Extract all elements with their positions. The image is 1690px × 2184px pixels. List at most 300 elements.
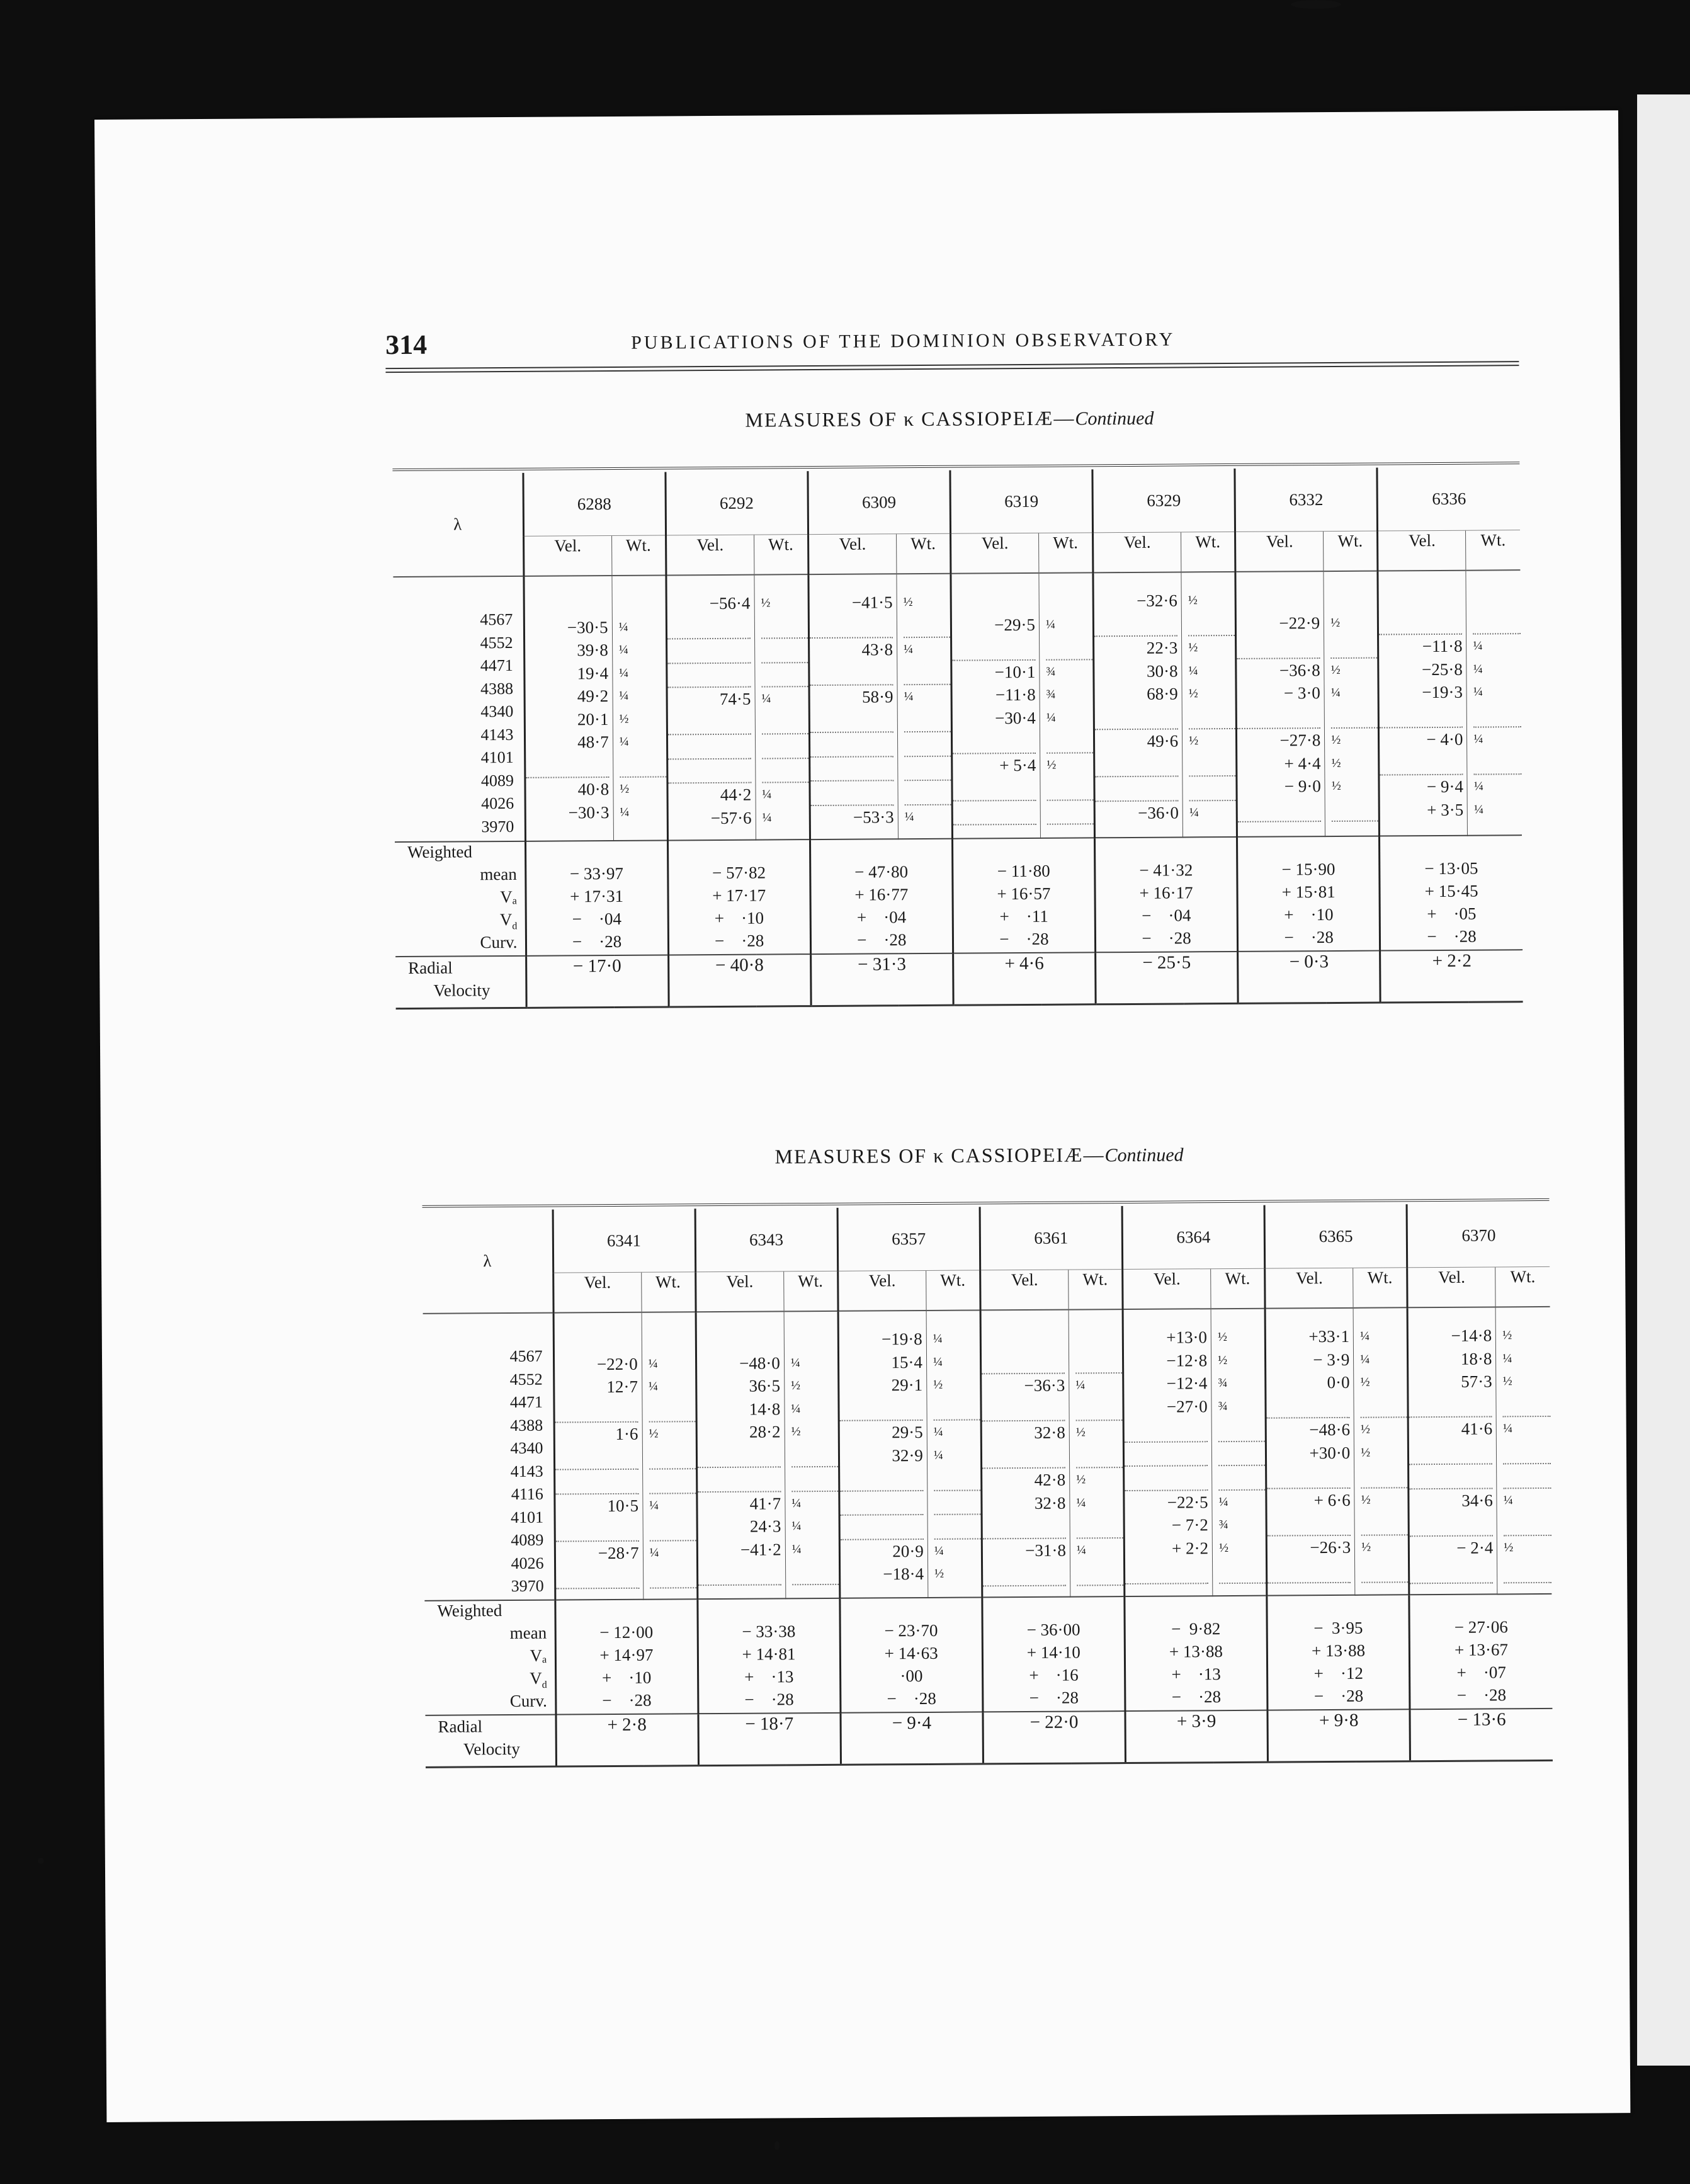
- velocity-value: 68·9: [1147, 684, 1178, 703]
- curv-value: − ·28: [1456, 1685, 1507, 1705]
- vel-column: [1265, 1308, 1355, 1595]
- weight-value: [620, 753, 666, 778]
- velocity-value: + 4·4: [1284, 753, 1321, 773]
- plate-number: 6336: [1377, 467, 1520, 531]
- velocity-value: [840, 1491, 923, 1516]
- summary-values: [555, 1599, 698, 1714]
- vel-header: Vel.: [695, 1271, 784, 1312]
- mean-value: − 13·05: [1424, 858, 1478, 879]
- velocity-value: [1409, 1393, 1492, 1418]
- velocity-value: − 3·9: [1313, 1350, 1350, 1369]
- weight-value: ½: [1218, 1540, 1229, 1555]
- radial-velocity-value: − 17·0: [526, 955, 669, 1008]
- weighted-summary-row: [424, 1593, 1552, 1715]
- weight-value: [791, 1328, 837, 1351]
- velocity-value: [810, 661, 893, 686]
- wavelength: 4552: [480, 633, 513, 652]
- summary-values: [1095, 837, 1238, 952]
- summary-values: [840, 1597, 983, 1712]
- weight-value: [904, 732, 951, 757]
- weight-value: ¼: [791, 1401, 801, 1416]
- weight-value: [1077, 1561, 1123, 1586]
- summary-spacer: [1238, 837, 1378, 860]
- weight-value: [1473, 610, 1521, 635]
- wt-column: [1211, 1309, 1267, 1596]
- weight-value: [1219, 1559, 1266, 1584]
- velocity-value: −19·3: [1422, 682, 1463, 702]
- curv-value: − ·28: [1313, 1686, 1364, 1705]
- weighted-summary-row: [395, 835, 1523, 957]
- weight-value: ½: [1361, 1445, 1371, 1460]
- velocity-value: 20·9: [892, 1541, 924, 1561]
- weight-value: [904, 781, 951, 805]
- weight-value: ½: [1075, 1425, 1086, 1440]
- vel-column: [1407, 1307, 1497, 1594]
- velocity-value: 32·8: [1034, 1493, 1066, 1513]
- velocity-value: [1237, 705, 1320, 729]
- weight-value: [650, 1564, 696, 1588]
- velocity-value: −29·5: [994, 615, 1036, 634]
- summary-labels: [424, 1600, 555, 1715]
- plate-number: 6364: [1122, 1205, 1265, 1270]
- vd-value: ·00: [900, 1666, 923, 1685]
- weight-value: [1046, 729, 1093, 753]
- velocity-value: 20·1: [577, 709, 609, 729]
- weight-value: [1189, 705, 1235, 729]
- velocity-value: −30·5: [567, 617, 608, 637]
- velocity-value: [1409, 1440, 1492, 1465]
- weight-value: [1361, 1464, 1407, 1488]
- vd-value: + ·13: [1171, 1664, 1221, 1684]
- weight-value: ¼: [1503, 1421, 1513, 1436]
- velocity-value: [953, 776, 1036, 801]
- velocity-value: [667, 615, 750, 639]
- weight-value: ¼: [1188, 663, 1198, 678]
- weight-value: ½: [934, 1566, 944, 1581]
- velocity-value: −41·2: [740, 1539, 781, 1559]
- velocity-value: [951, 590, 1035, 613]
- velocity-value: [840, 1467, 923, 1491]
- page-header: [385, 322, 1519, 373]
- wavelength: 4026: [511, 1554, 544, 1573]
- vel-column: [696, 1311, 786, 1598]
- weight-value: ½: [1504, 1540, 1514, 1554]
- velocity-value: [810, 757, 893, 782]
- mean-value: − 3·95: [1313, 1618, 1363, 1637]
- summary-values: [1125, 1595, 1268, 1710]
- velocity-value: [667, 639, 751, 664]
- weight-value: [649, 1398, 695, 1423]
- velocity-value: [556, 1564, 639, 1589]
- vel-column: [553, 1312, 644, 1600]
- weight-value: [791, 1467, 838, 1492]
- velocity-value: + 6·6: [1313, 1490, 1351, 1510]
- summary-spacer: [698, 1598, 839, 1622]
- velocity-value: −28·7: [598, 1543, 639, 1562]
- weight-value: ¼: [1075, 1378, 1086, 1392]
- va-value: + 13·67: [1454, 1639, 1509, 1659]
- velocity-value: −22·9: [1279, 613, 1320, 633]
- wavelength: 4567: [480, 610, 513, 629]
- weight-value: ¼: [1503, 1493, 1513, 1507]
- weight-value: [1332, 797, 1378, 822]
- wavelength: 4471: [480, 656, 513, 675]
- velocity-value: 36·5: [749, 1376, 781, 1396]
- vel-header: Vel.: [808, 534, 897, 574]
- vel-header: Vel.: [1235, 532, 1324, 572]
- wavelength: 4101: [510, 1508, 544, 1527]
- curv-value: − ·28: [1029, 1688, 1079, 1707]
- wavelength: 4026: [481, 793, 514, 813]
- velocity-value: [840, 1515, 923, 1540]
- velocity-value: [953, 729, 1036, 754]
- velocity-value: 40·8: [577, 780, 610, 799]
- velocity-value: [698, 1561, 781, 1585]
- weight-value: [933, 1396, 980, 1421]
- weight-value: ½: [1331, 732, 1341, 748]
- weight-value: ½: [1360, 1422, 1371, 1436]
- mean-value: − 23·70: [884, 1620, 938, 1640]
- weight-value: ¼: [791, 1496, 802, 1510]
- wt-header: Wt.: [1069, 1270, 1123, 1310]
- velocity-value: [555, 1445, 638, 1470]
- vd-value: + ·04: [856, 907, 907, 927]
- weight-value: [1330, 634, 1377, 659]
- summary-spacer: [841, 1598, 981, 1621]
- wt-column: [612, 575, 668, 841]
- weight-value: [1473, 587, 1521, 610]
- velocity-value: 1·6: [615, 1424, 638, 1443]
- va-value: + 16·57: [997, 884, 1051, 904]
- wt-header: Wt.: [1181, 532, 1235, 572]
- weight-value: [934, 1466, 980, 1491]
- weight-value: [792, 1561, 839, 1585]
- velocity-value: 48·7: [577, 732, 609, 752]
- scan-speck: [38, 1858, 44, 1864]
- curv-value: − ·28: [887, 1688, 936, 1708]
- wt-header: Wt.: [1324, 531, 1378, 571]
- weight-value: ½: [933, 1377, 943, 1392]
- velocity-value: − 2·4: [1456, 1537, 1494, 1557]
- wt-header: Wt.: [754, 535, 808, 575]
- velocity-value: 29·1: [891, 1375, 923, 1395]
- weighted-label: Weighted: [437, 1600, 502, 1620]
- weight-value: [618, 592, 665, 615]
- summary-spacer: [526, 841, 667, 864]
- weight-value: ¾: [1218, 1399, 1228, 1413]
- velocity-value: −14·8: [1451, 1326, 1492, 1345]
- measures-table-1: [392, 467, 1519, 1000]
- velocity-value: +30·0: [1309, 1443, 1351, 1462]
- velocity-value: −12·4: [1166, 1374, 1208, 1393]
- summary-spacer: [1125, 1596, 1266, 1619]
- va-value: + 15·81: [1281, 882, 1336, 902]
- weight-value: [1503, 1392, 1551, 1417]
- velocity-value: 42·8: [1034, 1470, 1066, 1489]
- mean-label: mean: [480, 864, 517, 884]
- radial-velocity-row: [395, 950, 1523, 1008]
- weight-value: ¼: [1218, 1494, 1228, 1509]
- weight-value: ¼: [618, 666, 629, 680]
- curv-value: − ·28: [572, 931, 622, 952]
- wt-header: Wt.: [896, 533, 950, 574]
- vel-header: Vel.: [980, 1270, 1069, 1310]
- velocity-value: 12·7: [606, 1377, 638, 1397]
- weight-value: ¼: [791, 1519, 802, 1533]
- velocity-value: −36·3: [1024, 1375, 1065, 1396]
- weight-value: [762, 759, 808, 783]
- vd-value: + ·13: [744, 1666, 794, 1686]
- plate-number: 6341: [553, 1209, 696, 1273]
- weight-value: ½: [1188, 593, 1198, 608]
- weight-value: [1331, 704, 1378, 729]
- weight-value: ½: [903, 595, 913, 610]
- velocity-label: Velocity: [463, 1739, 520, 1758]
- weight-value: ½: [619, 712, 629, 726]
- vel-header: Vel.: [1093, 532, 1182, 572]
- vd-value: + ·10: [602, 1668, 652, 1687]
- wt-header: Wt.: [1495, 1266, 1550, 1307]
- radial-velocity-value: − 31·3: [810, 953, 953, 1006]
- wt-column: [754, 574, 810, 840]
- weight-value: ¼: [933, 1448, 943, 1462]
- weight-value: ½: [649, 1426, 659, 1441]
- wt-column: [1324, 571, 1380, 837]
- vd-value: − ·04: [1142, 906, 1191, 925]
- velocity-value: [839, 1397, 922, 1421]
- plate-number: 6357: [837, 1207, 980, 1271]
- velocity-value: [526, 754, 609, 778]
- weight-value: ¼: [620, 805, 630, 819]
- weight-value: ¼: [619, 734, 629, 749]
- weight-value: [1218, 1442, 1265, 1466]
- weight-value: [762, 734, 808, 759]
- mean-value: − 27·06: [1454, 1617, 1508, 1637]
- velocity-value: [1379, 588, 1462, 611]
- velocity-value: [1268, 1559, 1351, 1583]
- velocity-value: − 9·0: [1284, 776, 1321, 796]
- weight-value: [1218, 1466, 1265, 1491]
- velocity-value: [1125, 1466, 1208, 1491]
- velocity-value: 49·2: [577, 686, 609, 706]
- velocity-value: [555, 1470, 638, 1494]
- weight-value: ¼: [933, 1355, 943, 1369]
- velocity-value: −48·0: [739, 1353, 780, 1373]
- velocity-value: −30·3: [568, 802, 610, 822]
- velocity-value: [1380, 703, 1463, 728]
- weight-value: ½: [1188, 686, 1198, 701]
- vel-column: [808, 574, 899, 839]
- velocity-value: − 9·4: [1426, 776, 1464, 797]
- vel-column: [523, 576, 613, 841]
- weight-value: [1046, 776, 1093, 800]
- weight-value: ¼: [1189, 805, 1199, 819]
- mean-value: − 33·38: [742, 1621, 796, 1641]
- wavelength: 4388: [510, 1416, 543, 1435]
- radial-velocity-value: − 25·5: [1096, 952, 1239, 1004]
- weight-value: [1047, 800, 1094, 825]
- weight-value: [1474, 751, 1522, 775]
- weight-value: ¼: [761, 691, 771, 706]
- wavelength: 4340: [510, 1438, 543, 1458]
- radial-velocity-value: − 18·7: [698, 1712, 841, 1765]
- weight-value: ¼: [1045, 617, 1056, 632]
- weight-value: ¼: [933, 1425, 943, 1439]
- weight-value: [791, 1443, 838, 1467]
- weight-value: [1075, 1397, 1122, 1421]
- mean-value: − 12·00: [599, 1622, 654, 1642]
- weight-value: ¼: [618, 642, 628, 657]
- plate-number: 6292: [666, 471, 808, 535]
- weight-value: [649, 1445, 696, 1470]
- velocity-value: −22·5: [1167, 1492, 1208, 1512]
- velocity-value: − 4·0: [1426, 729, 1463, 749]
- wavelength: 4143: [510, 1462, 543, 1481]
- velocity-value: [1380, 751, 1463, 775]
- weight-value: ¼: [904, 809, 914, 824]
- summary-values: [810, 839, 953, 954]
- va-value: + 13·88: [1312, 1641, 1366, 1660]
- velocity-value: [952, 636, 1035, 661]
- velocity-value: −36·0: [1138, 803, 1179, 822]
- vd-label: $V_d$: [499, 909, 518, 932]
- va-value: + 17·17: [712, 885, 766, 906]
- summary-values: [698, 1598, 841, 1713]
- curv-value: − ·28: [1171, 1686, 1222, 1707]
- weight-value: [1189, 776, 1236, 801]
- radial-velocity-label: [425, 1714, 556, 1767]
- weight-value: ¼: [1473, 779, 1483, 793]
- weight-value: ¼: [904, 690, 914, 704]
- vd-label: $V_d$: [530, 1668, 547, 1690]
- wavelength: 4471: [509, 1392, 543, 1412]
- summary-labels: [395, 841, 526, 957]
- header-rule-2: [385, 365, 1519, 373]
- velocity-value: [554, 1329, 637, 1353]
- plate-number: 6288: [523, 472, 666, 536]
- summary-values: [1409, 1593, 1552, 1709]
- weight-value: ½: [1361, 1493, 1371, 1507]
- summary-spacer: [1096, 838, 1236, 861]
- velocity-value: [982, 1350, 1065, 1374]
- caption-main: MEASURES OF κ CASSIOPEIÆ—: [745, 406, 1075, 431]
- wt-header: Wt.: [611, 535, 666, 576]
- velocity-value: [1410, 1559, 1493, 1583]
- velocity-value: [810, 732, 893, 757]
- velocity-value: −48·6: [1309, 1419, 1351, 1440]
- weight-value: ¼: [1360, 1329, 1370, 1343]
- velocity-value: [1095, 777, 1178, 802]
- velocity-value: [953, 800, 1036, 825]
- weight-value: ¾: [1218, 1518, 1228, 1532]
- weight-value: ¼: [618, 620, 628, 634]
- wt-column: [1181, 572, 1237, 838]
- velocity-value: −18·4: [883, 1564, 924, 1584]
- weight-value: ½: [1360, 1375, 1370, 1389]
- vel-header: Vel.: [1265, 1268, 1354, 1308]
- velocity-value: [525, 593, 608, 616]
- weight-value: [762, 710, 808, 735]
- vel-header: Vel.: [1407, 1267, 1496, 1307]
- velocity-value: [1237, 588, 1320, 611]
- velocity-value: −27·8: [1279, 731, 1321, 750]
- weight-value: ½: [1046, 758, 1057, 772]
- velocity-value: [698, 1443, 781, 1468]
- velocity-value: −26·3: [1310, 1537, 1351, 1557]
- velocity-value: 41·6: [1461, 1419, 1493, 1438]
- mean-value: − 33·97: [569, 863, 623, 884]
- weight-value: [1046, 635, 1092, 660]
- weight-value: [1188, 611, 1235, 636]
- weight-value: ¼: [1502, 1351, 1512, 1365]
- vel-column: [1093, 572, 1183, 838]
- velocity-value: + 5·4: [999, 755, 1036, 775]
- mean-label: mean: [509, 1623, 547, 1642]
- wt-header: Wt.: [641, 1272, 695, 1312]
- vd-value: + ·16: [1029, 1665, 1079, 1685]
- vel-header: Vel.: [837, 1270, 926, 1311]
- wt-column: [1069, 1309, 1125, 1596]
- velocity-value: [696, 1328, 780, 1351]
- velocity-value: [1095, 753, 1178, 777]
- weight-value: ¼: [934, 1544, 944, 1558]
- weighted-label: Weighted: [407, 842, 473, 862]
- weight-value: [1361, 1511, 1408, 1535]
- weight-value: [761, 663, 808, 688]
- weight-value: ½: [620, 782, 630, 796]
- mean-value: − 57·82: [712, 863, 766, 883]
- summary-values: [1380, 835, 1523, 950]
- weight-value: ¼: [762, 787, 772, 802]
- vel-column: [838, 1311, 928, 1598]
- velocity-value: −27·0: [1166, 1396, 1208, 1416]
- velocity-value: [555, 1517, 638, 1542]
- velocity-value: −11·8: [995, 685, 1036, 705]
- summary-spacer: [669, 840, 809, 863]
- vel-header: Vel.: [1123, 1269, 1211, 1309]
- weight-value: [1503, 1464, 1551, 1489]
- curv-value: − ·28: [857, 930, 907, 950]
- running-title: PUBLICATIONS OF THE DOMINION OBSERVATORY: [631, 329, 1176, 353]
- va-value: + 13·88: [1169, 1641, 1223, 1661]
- weight-value: [1504, 1511, 1551, 1536]
- curv-value: − ·28: [602, 1690, 652, 1710]
- velocity-value: −25·8: [1421, 659, 1463, 679]
- vel-column: [951, 573, 1041, 839]
- wt-header: Wt.: [1039, 533, 1093, 573]
- curv-label: Curv.: [480, 932, 518, 952]
- radial-velocity-value: + 9·8: [1268, 1709, 1410, 1762]
- weight-value: [1504, 1559, 1551, 1583]
- mean-value: − 9·82: [1171, 1618, 1221, 1639]
- curv-value: − ·28: [1427, 926, 1477, 947]
- radial-label: Radial: [438, 1716, 483, 1736]
- vd-value: + ·07: [1456, 1662, 1506, 1682]
- summary-spacer: [1380, 836, 1522, 859]
- velocity-value: [667, 663, 751, 688]
- measures-table-2: [422, 1203, 1550, 1758]
- weight-value: ¼: [1076, 1495, 1086, 1510]
- velocity-value: 0·0: [1327, 1372, 1350, 1392]
- wavelength: 4101: [480, 748, 514, 767]
- velocity-value: 74·5: [719, 689, 751, 708]
- velocity-value: [1268, 1511, 1351, 1536]
- velocity-value: [1125, 1418, 1208, 1442]
- wt-column: [1466, 570, 1522, 836]
- summary-values: [982, 1596, 1125, 1712]
- vd-value: + ·10: [1284, 905, 1334, 924]
- weight-value: ½: [1076, 1472, 1086, 1487]
